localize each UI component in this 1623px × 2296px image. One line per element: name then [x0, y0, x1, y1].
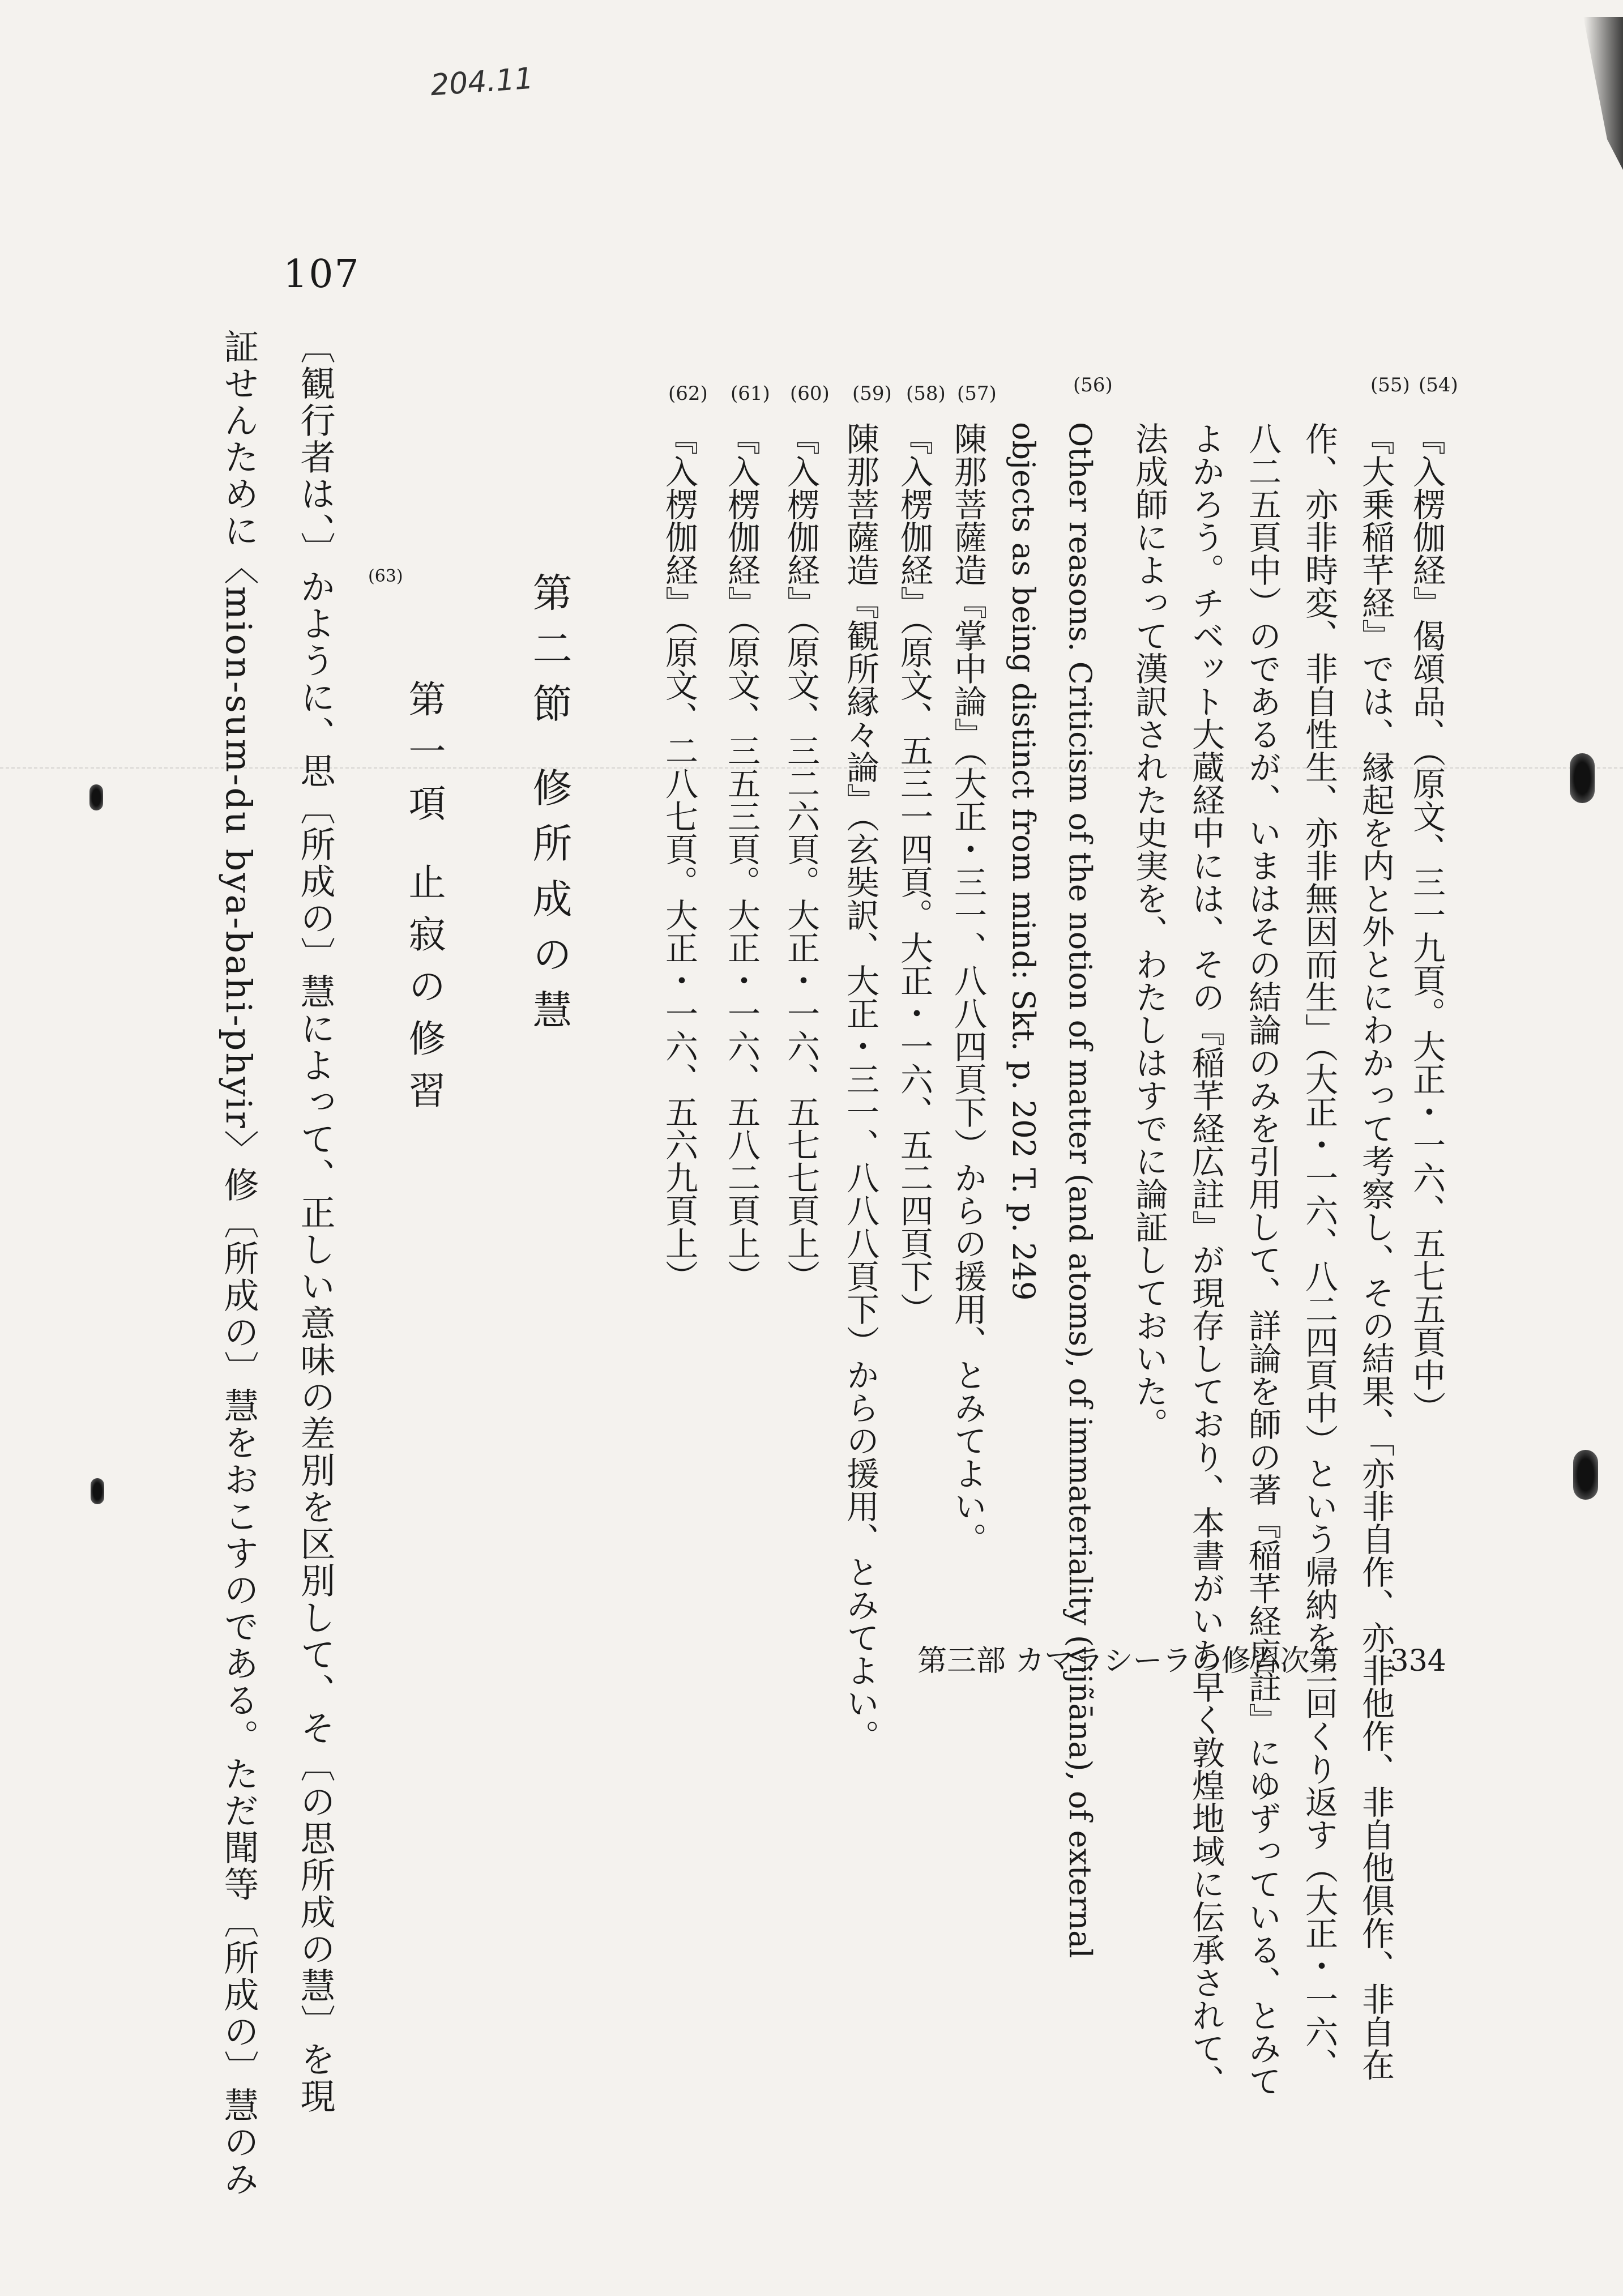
footnote-55-line: 八二五頁中）のであるが、いまはその結論のみを引用して、詳論を師の著『稲芊経広註』にゆずっている、とみて [1243, 422, 1282, 2097]
footnote-56-line: Other reasons. Criticism of the notion of matter (and atoms), of immateriality (vijñāna), of external [1062, 422, 1098, 1958]
section-heading: 第二節 修所成の慧 [526, 572, 573, 1045]
footnote-55-line: よかろう。チベット大蔵経中には、その『稲芊経広註』が現存しており、本書がいち早く敦煌地域に伝承されて、 [1186, 422, 1225, 2097]
footnote-55-line: 法成師によって漢訳された史実を、わたしはすでに論証しておいた。 [1130, 422, 1168, 1440]
footnote-number: (58) [906, 382, 946, 405]
scan-edge-shadow [1583, 17, 1623, 170]
footnote-number: (56) [1073, 374, 1113, 396]
punch-hole [89, 784, 103, 810]
footnote-54-line: 『入楞伽経』偈頌品、（原文、三一九頁。大正・一六、五七五頁中） [1407, 422, 1446, 1424]
footnote-55-line: 作、亦非時変、非自性生、亦非無因而生」（大正・一六、八二四頁中）という帰納を二回くり返す（大正・一六、 [1300, 422, 1338, 2081]
running-footer [917, 1637, 1446, 1679]
footnote-59-line: 陳那菩薩造『観所縁々論』（玄奘訳、大正・三一、八八八頁下）からの援用、とみてよい。 [841, 422, 879, 1752]
punch-hole [91, 1478, 104, 1504]
punch-hole [1573, 1450, 1598, 1500]
body-text-line: 証せんために〈mion-sum-du bya-bahi-phyir〉修〔所成の〕慧をおこすのである。ただ聞等〔所成の〕慧のみ [218, 328, 259, 2197]
body-text-line: 〔観行者は、〕かように、思〔所成の〕慧によって、正しい意味の差別を区別して、そ〔の思所成の慧〕を現 [294, 328, 336, 2115]
handwritten-annotation: 204.11 [429, 61, 535, 103]
footnote-number: (60) [790, 382, 830, 405]
footnote-number: (55) [1370, 374, 1410, 396]
footnote-61-line: 『入楞伽経』（原文、三五三頁。大正・一六、五八二頁上） [722, 422, 761, 1292]
note-reference: (63) [368, 566, 403, 586]
footnote-56-line: objects as being distinct from mind: Skt. p. 202 T. p. 249 [1006, 422, 1041, 1301]
punch-hole [1570, 753, 1595, 803]
page-number-top: 107 [283, 252, 360, 297]
footnote-number: (62) [668, 382, 708, 405]
item-heading: 第一項 止寂の修習 [402, 680, 446, 1123]
footnote-number: (54) [1419, 374, 1458, 396]
footnote-number: (61) [731, 382, 770, 405]
page-number-bottom: 334 [1390, 1644, 1446, 1678]
footnote-57-line: 陳那菩薩造『掌中論』（大正・三一、八八四頁下）からの援用、とみてよい。 [949, 422, 987, 1555]
footnote-60-line: 『入楞伽経』（原文、三二六頁。大正・一六、五七七頁上） [781, 422, 820, 1292]
footnote-number: (57) [957, 382, 997, 405]
footnote-62-line: 『入楞伽経』（原文、二八七頁。大正・一六、五六九頁上） [660, 422, 698, 1292]
footnote-55-line: 『大乗稲芊経』では、縁起を内と外とにわかって考察し、その結果、「亦非自作、亦非他作、非自他俱作、非自在 [1356, 422, 1395, 2081]
footnote-number: (59) [852, 382, 892, 405]
footnote-58-line: 『入楞伽経』（原文、五三一四頁。大正・一六、五二四頁下） [895, 422, 933, 1325]
running-footer-title: 第三部 カマラシーラの修習次第 [917, 1644, 1339, 1678]
